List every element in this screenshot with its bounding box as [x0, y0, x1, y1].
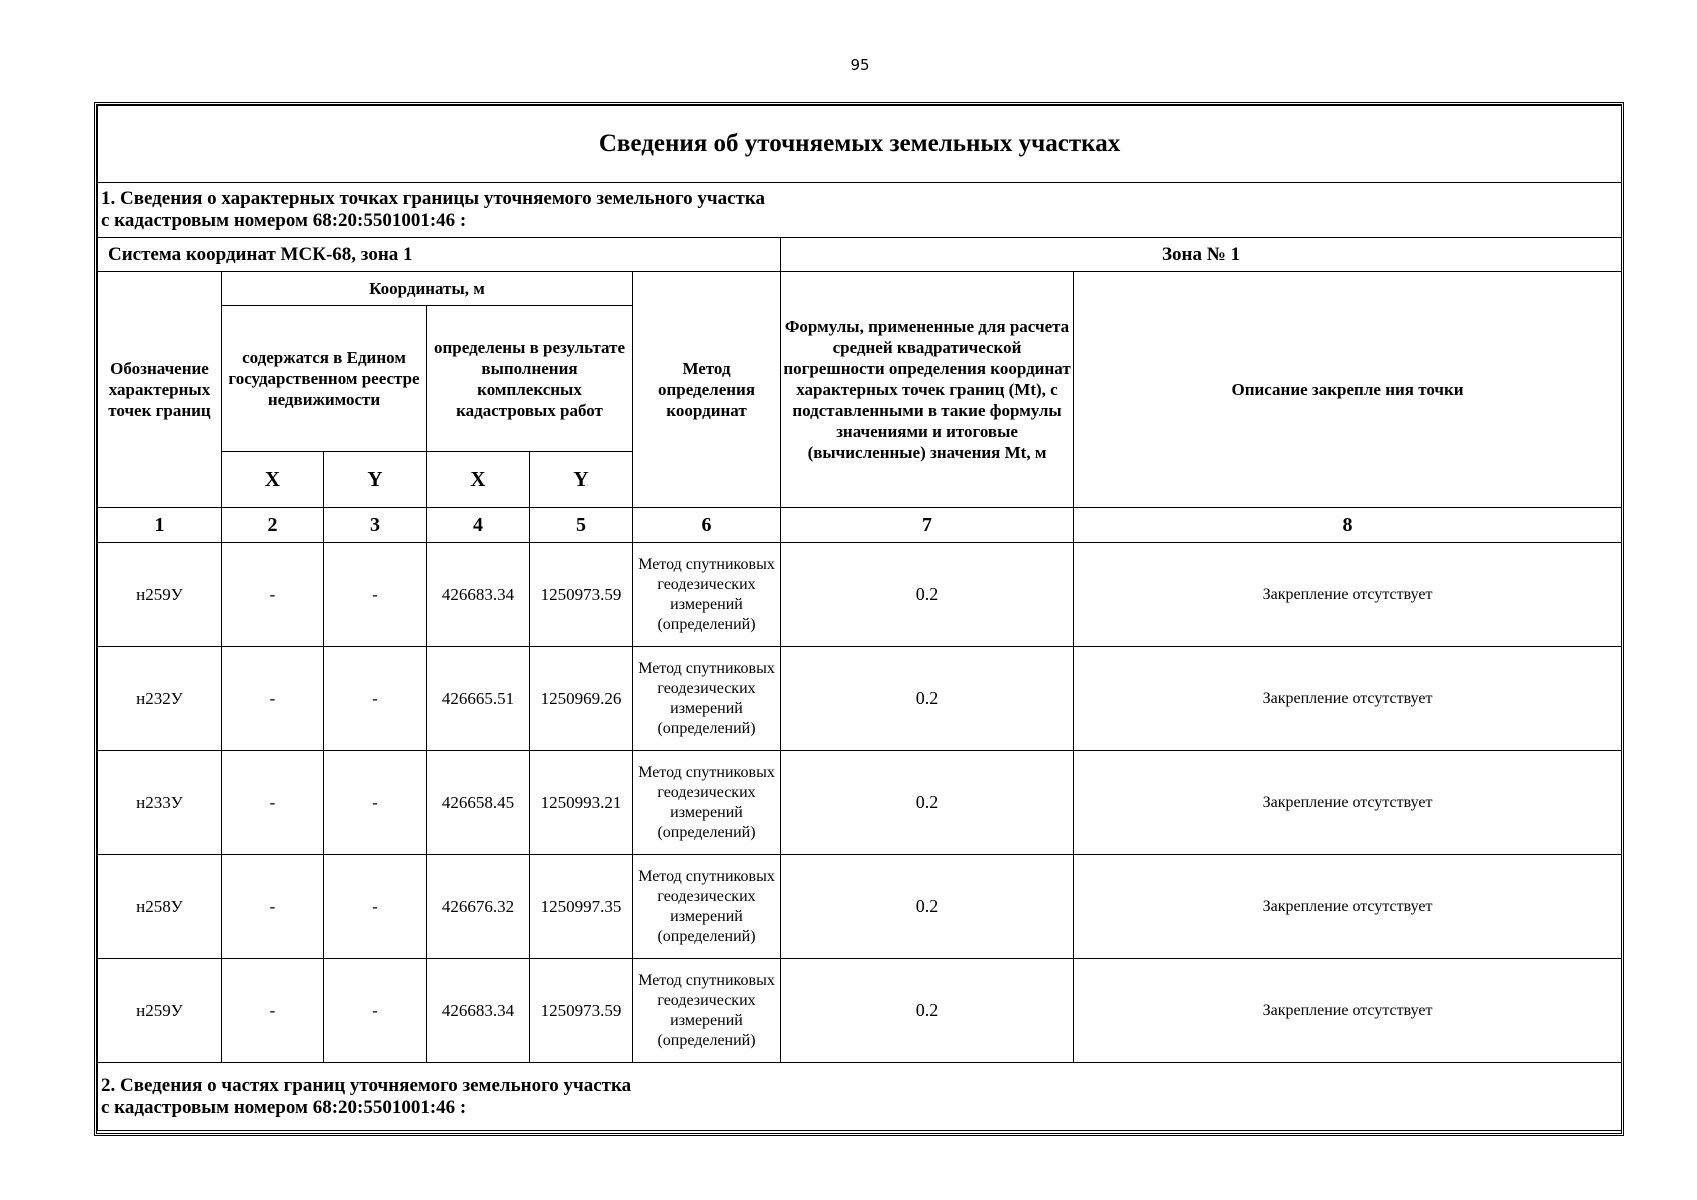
table-row — [98, 647, 1622, 751]
point-designation: н232У — [98, 647, 222, 751]
coord-y: 1250973.59 — [530, 543, 633, 647]
point-designation: н259У — [98, 959, 222, 1063]
coord-x: 426683.34 — [427, 543, 530, 647]
section-2-row — [98, 1063, 1622, 1131]
egrn-x: - — [222, 959, 324, 1063]
header-cadastral-y: Y — [530, 452, 633, 508]
point-description: Закрепление отсутствует — [1074, 751, 1622, 855]
section-2-line-1: 2. Сведения о частях границ уточняемого земельного участка — [101, 1074, 632, 1096]
document-frame — [94, 102, 1624, 1136]
section-1-line-2: с кадастровым номером 68:20:5501001:46 : — [101, 210, 467, 231]
header-egrn-y: Y — [324, 452, 427, 508]
egrn-y: - — [324, 543, 427, 647]
egrn-y: - — [324, 959, 427, 1063]
mt-value: 0.2 — [781, 543, 1074, 647]
section-2-heading — [98, 1063, 1622, 1131]
coordinate-system-row — [98, 238, 1622, 272]
header-egrn-x: X — [222, 452, 324, 508]
boundary-points-table — [97, 105, 1622, 1131]
coordinate-system: Система координат МСК-68, зона 1 — [98, 238, 781, 272]
header-coordinates: Координаты, м — [222, 272, 633, 306]
column-number: 6 — [633, 508, 781, 543]
point-description: Закрепление отсутствует — [1074, 543, 1622, 647]
coord-x: 426658.45 — [427, 751, 530, 855]
mt-value: 0.2 — [781, 855, 1074, 959]
section-1-line-1: 1. Сведения о характерных точках границы уточняемого земельного участка — [101, 188, 766, 209]
column-number: 2 — [222, 508, 324, 543]
column-number-row — [98, 508, 1622, 543]
coord-y: 1250969.26 — [530, 647, 633, 751]
header-egrn: содержатся в Едином государственном реестре недвижимости — [222, 306, 427, 452]
column-number: 7 — [781, 508, 1074, 543]
header-method: Метод определения координат — [633, 272, 781, 508]
header-point-designation: Обозначение характерных точек границ — [98, 272, 222, 508]
table-row — [98, 543, 1622, 647]
point-designation: н233У — [98, 751, 222, 855]
column-number: 5 — [530, 508, 633, 543]
section-2-line-2: с кадастровым номером 68:20:5501001:46 : — [101, 1096, 467, 1118]
header-description: Описание закрепле ния точки — [1074, 272, 1622, 508]
header-cadastral-works: определены в результате выполнения комплексных кадастровых работ — [427, 306, 633, 452]
title-row — [98, 106, 1622, 183]
header-row-1 — [98, 272, 1622, 306]
coord-y: 1250973.59 — [530, 959, 633, 1063]
table-row — [98, 751, 1622, 855]
zone-label: Зона № 1 — [781, 238, 1622, 272]
coord-x: 426683.34 — [427, 959, 530, 1063]
coord-x: 426676.32 — [427, 855, 530, 959]
coord-y: 1250993.21 — [530, 751, 633, 855]
table-row — [98, 855, 1622, 959]
point-designation: н258У — [98, 855, 222, 959]
header-formulas: Формулы, примененные для расчета средней квадратической погрешности определения координат характерных точек границ (Mt), с подставленными в такие формулы значениями и итоговые (вычисленные) значения Mt, м — [781, 272, 1074, 508]
point-description: Закрепление отсутствует — [1074, 959, 1622, 1063]
mt-value: 0.2 — [781, 647, 1074, 751]
header-cadastral-x: X — [427, 452, 530, 508]
coord-x: 426665.51 — [427, 647, 530, 751]
egrn-y: - — [324, 751, 427, 855]
column-number: 3 — [324, 508, 427, 543]
egrn-y: - — [324, 647, 427, 751]
mt-value: 0.2 — [781, 959, 1074, 1063]
egrn-x: - — [222, 855, 324, 959]
column-number: 1 — [98, 508, 222, 543]
mt-value: 0.2 — [781, 751, 1074, 855]
egrn-x: - — [222, 543, 324, 647]
method: Метод спутниковых геодезических измерений (определений) — [633, 543, 781, 647]
column-number: 4 — [427, 508, 530, 543]
section-1-heading — [98, 183, 1622, 238]
method: Метод спутниковых геодезических измерений (определений) — [633, 751, 781, 855]
document-title: Сведения об уточняемых земельных участках — [98, 106, 1622, 183]
table-row — [98, 959, 1622, 1063]
page-number: 95 — [850, 56, 870, 74]
section-1-row — [98, 183, 1622, 238]
coord-y: 1250997.35 — [530, 855, 633, 959]
column-number: 8 — [1074, 508, 1622, 543]
point-description: Закрепление отсутствует — [1074, 855, 1622, 959]
table-body — [98, 106, 1622, 1131]
method: Метод спутниковых геодезических измерений (определений) — [633, 855, 781, 959]
point-description: Закрепление отсутствует — [1074, 647, 1622, 751]
point-designation: н259У — [98, 543, 222, 647]
method: Метод спутниковых геодезических измерений (определений) — [633, 959, 781, 1063]
method: Метод спутниковых геодезических измерений (определений) — [633, 647, 781, 751]
egrn-y: - — [324, 855, 427, 959]
egrn-x: - — [222, 751, 324, 855]
egrn-x: - — [222, 647, 324, 751]
